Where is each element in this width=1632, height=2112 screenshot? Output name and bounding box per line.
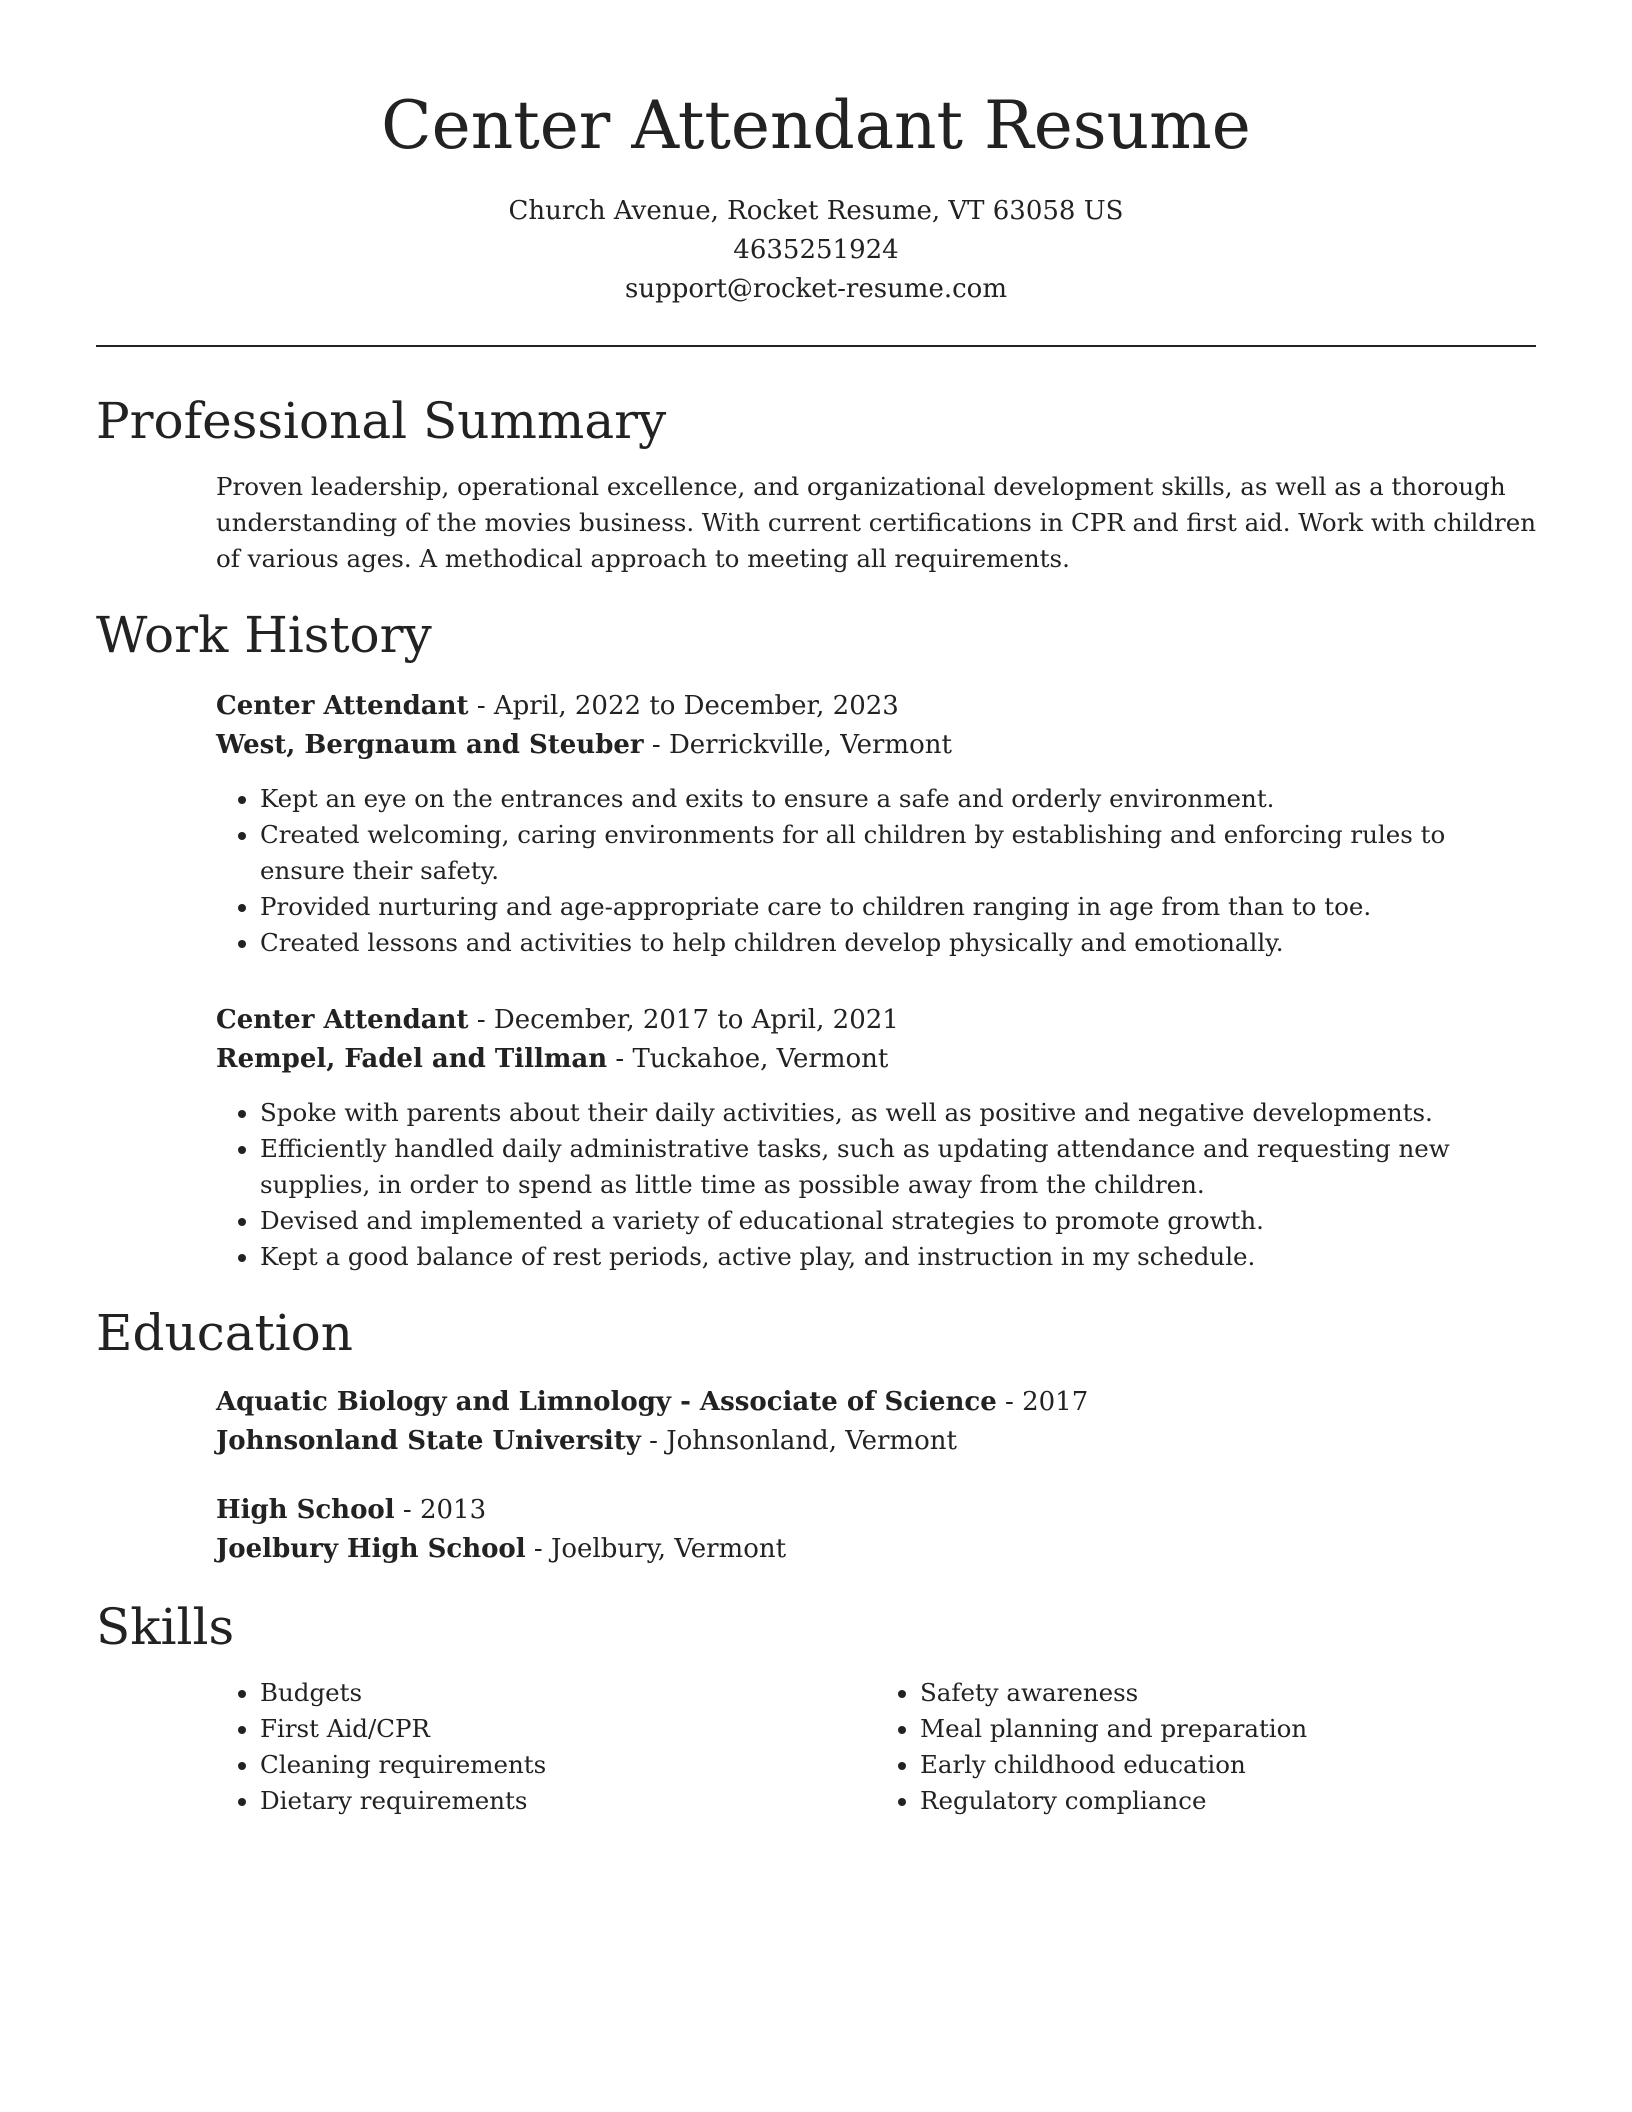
education-location: - Johnsonland, Vermont — [640, 1426, 957, 1456]
job-dates: - December, 2017 to April, 2021 — [468, 1005, 899, 1035]
email-address: support@rocket-resume.com — [624, 274, 1007, 304]
skill-item: • First Aid/CPR — [260, 1711, 876, 1747]
job-location: - Tuckahoe, Vermont — [607, 1044, 889, 1074]
skill-item: • Regulatory compliance — [920, 1783, 1536, 1819]
skill-item: • Safety awareness — [920, 1675, 1536, 1711]
education-degree: - Associate of Science — [671, 1387, 997, 1417]
job-bullet: • Efficiently handled daily administrative tasks, such as updating attendance and requesting new supplies, in order to spend as little time as possible away from the children. — [260, 1131, 1536, 1203]
job-company-line — [216, 1040, 1536, 1079]
summary-section — [96, 347, 1536, 577]
skills-column-right — [876, 1675, 1536, 1819]
job-bullets — [216, 781, 1536, 961]
education-entry — [96, 1491, 1536, 1569]
phone-number: 4635251924 — [733, 235, 899, 265]
job-company: West, Bergnaum and Steuber — [216, 730, 644, 760]
contact-info — [96, 192, 1536, 309]
education-heading: Education — [96, 1304, 353, 1362]
education-year: - 2013 — [394, 1495, 487, 1525]
skills-column-left — [216, 1675, 876, 1819]
job-entry — [96, 1001, 1536, 1275]
education-field: Aquatic Biology and Limnology — [216, 1387, 672, 1417]
job-bullet: • Kept an eye on the entrances and exits to ensure a safe and orderly environment. — [260, 781, 1536, 817]
skills-section — [96, 1569, 1536, 1819]
skill-item: • Early childhood education — [920, 1747, 1536, 1783]
job-position: Center Attendant — [216, 691, 469, 721]
job-bullet: • Created welcoming, caring environments for all children by establishing and enforcing rules to ensure their safety. — [260, 817, 1536, 889]
work-history-section — [96, 577, 1536, 1275]
summary-text: Proven leadership, operational excellence, and organizational development skills, as well as a thorough understanding of the movies business. With current certifications in CPR and first aid. Work with children of various ages. A methodical approach to meeting all requirements. — [216, 472, 1536, 573]
skills-grid — [96, 1675, 1536, 1819]
job-location: - Derrickville, Vermont — [643, 730, 952, 760]
skill-item: • Budgets — [260, 1675, 876, 1711]
job-title-line — [216, 687, 1536, 726]
education-school: Johnsonland State University — [216, 1426, 641, 1456]
address: Church Avenue, Rocket Resume, VT 63058 US — [508, 196, 1124, 226]
resume-header — [96, 0, 1536, 309]
education-school-line — [216, 1422, 1536, 1461]
job-company-line — [216, 726, 1536, 765]
education-school: Joelbury High School — [216, 1534, 526, 1564]
job-bullet: • Devised and implemented a variety of educational strategies to promote growth. — [260, 1203, 1536, 1239]
job-title-line — [216, 1001, 1536, 1040]
education-school-line — [216, 1530, 1536, 1569]
job-bullet: • Spoke with parents about their daily activities, as well as positive and negative developments. — [260, 1095, 1536, 1131]
job-bullet: • Provided nurturing and age-appropriate care to children ranging in age from than to toe. — [260, 889, 1536, 925]
skill-item: • Dietary requirements — [260, 1783, 876, 1819]
education-field: High School — [216, 1495, 395, 1525]
summary-heading: Professional Summary — [96, 392, 667, 450]
job-dates: - April, 2022 to December, 2023 — [468, 691, 899, 721]
job-entry — [96, 687, 1536, 961]
work-history-heading: Work History — [96, 606, 432, 664]
skill-item: • Meal planning and preparation — [920, 1711, 1536, 1747]
education-location: - Joelbury, Vermont — [525, 1534, 787, 1564]
education-year: - 2017 — [996, 1387, 1089, 1417]
skills-heading: Skills — [96, 1598, 235, 1656]
resume-title: Center Attendant Resume — [381, 87, 1251, 164]
job-company: Rempel, Fadel and Tillman — [216, 1044, 608, 1074]
job-bullet: • Kept a good balance of rest periods, active play, and instruction in my schedule. — [260, 1239, 1536, 1275]
education-degree-line — [216, 1383, 1536, 1422]
job-position: Center Attendant — [216, 1005, 469, 1035]
skill-item: • Cleaning requirements — [260, 1747, 876, 1783]
job-bullets — [216, 1095, 1536, 1275]
job-bullet: • Created lessons and activities to help children develop physically and emotionally. — [260, 925, 1536, 961]
education-section — [96, 1275, 1536, 1569]
education-entry — [96, 1383, 1536, 1461]
education-degree-line — [216, 1491, 1536, 1530]
